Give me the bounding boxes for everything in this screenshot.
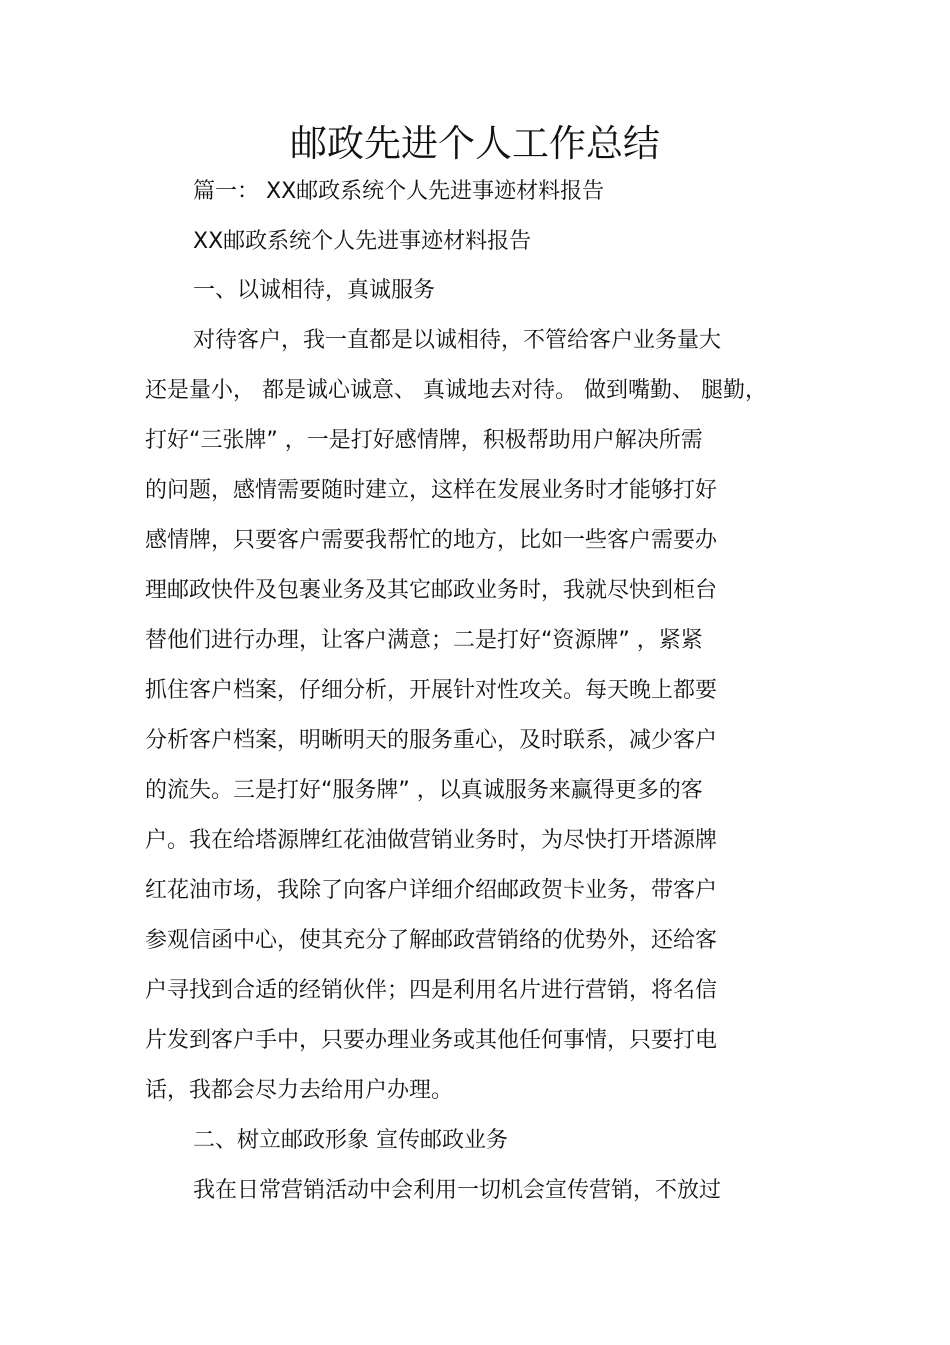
- section-heading: 篇一： XX邮政系统个人先进事迹材料报告: [193, 179, 605, 204]
- paragraph-line: 的问题，感情需要随时建立，这样在发展业务时才能够打好: [145, 478, 718, 503]
- subsection-heading: 一、以诚相待，真诚服务: [193, 278, 436, 303]
- paragraph-line: 替他们进行办理，让客户满意；二是打好“资源牌” ，紧紧: [145, 628, 703, 653]
- paragraph-line: 片发到客户手中，只要办理业务或其他任何事情，只要打电: [145, 1028, 718, 1053]
- paragraph-line: 话，我都会尽力去给用户办理。: [145, 1078, 454, 1103]
- paragraph-line: 抓住客户档案，仔细分析，开展针对性攻关。每天晚上都要: [145, 678, 718, 703]
- paragraph-line: 理邮政快件及包裹业务及其它邮政业务时，我就尽快到柜台: [145, 578, 718, 603]
- paragraph-line: 还是量小， 都是诚心诚意、 真诚地去对待。 做到嘴勤、 腿勤，: [145, 378, 767, 403]
- paragraph-line: 我在日常营销活动中会利用一切机会宣传营销，不放过: [193, 1178, 722, 1203]
- paragraph-line: 对待客户，我一直都是以诚相待，不管给客户业务量大: [193, 328, 722, 353]
- document-title: 邮政先进个人工作总结: [290, 122, 660, 165]
- paragraph-line: 参观信函中心，使其充分了解邮政营销络的优势外，还给客: [145, 928, 718, 953]
- report-heading: XX邮政系统个人先进事迹材料报告: [193, 229, 532, 254]
- paragraph-line: 户寻找到合适的经销伙伴；四是利用名片进行营销，将名信: [145, 978, 718, 1003]
- subsection-heading: 二、树立邮政形象 宣传邮政业务: [193, 1128, 508, 1153]
- paragraph-line: 户。我在给塔源牌红花油做营销业务时，为尽快打开塔源牌: [145, 828, 718, 853]
- paragraph-line: 打好“三张牌” ，一是打好感情牌，积极帮助用户解决所需: [145, 428, 703, 453]
- paragraph-line: 的流失。三是打好“服务牌” ，以真诚服务来赢得更多的客: [145, 778, 703, 803]
- paragraph-line: 感情牌，只要客户需要我帮忙的地方，比如一些客户需要办: [145, 528, 718, 553]
- paragraph-line: 红花油市场，我除了向客户详细介绍邮政贺卡业务，带客户: [145, 878, 718, 903]
- paragraph-line: 分析客户档案，明晰明天的服务重心，及时联系，减少客户: [145, 728, 718, 753]
